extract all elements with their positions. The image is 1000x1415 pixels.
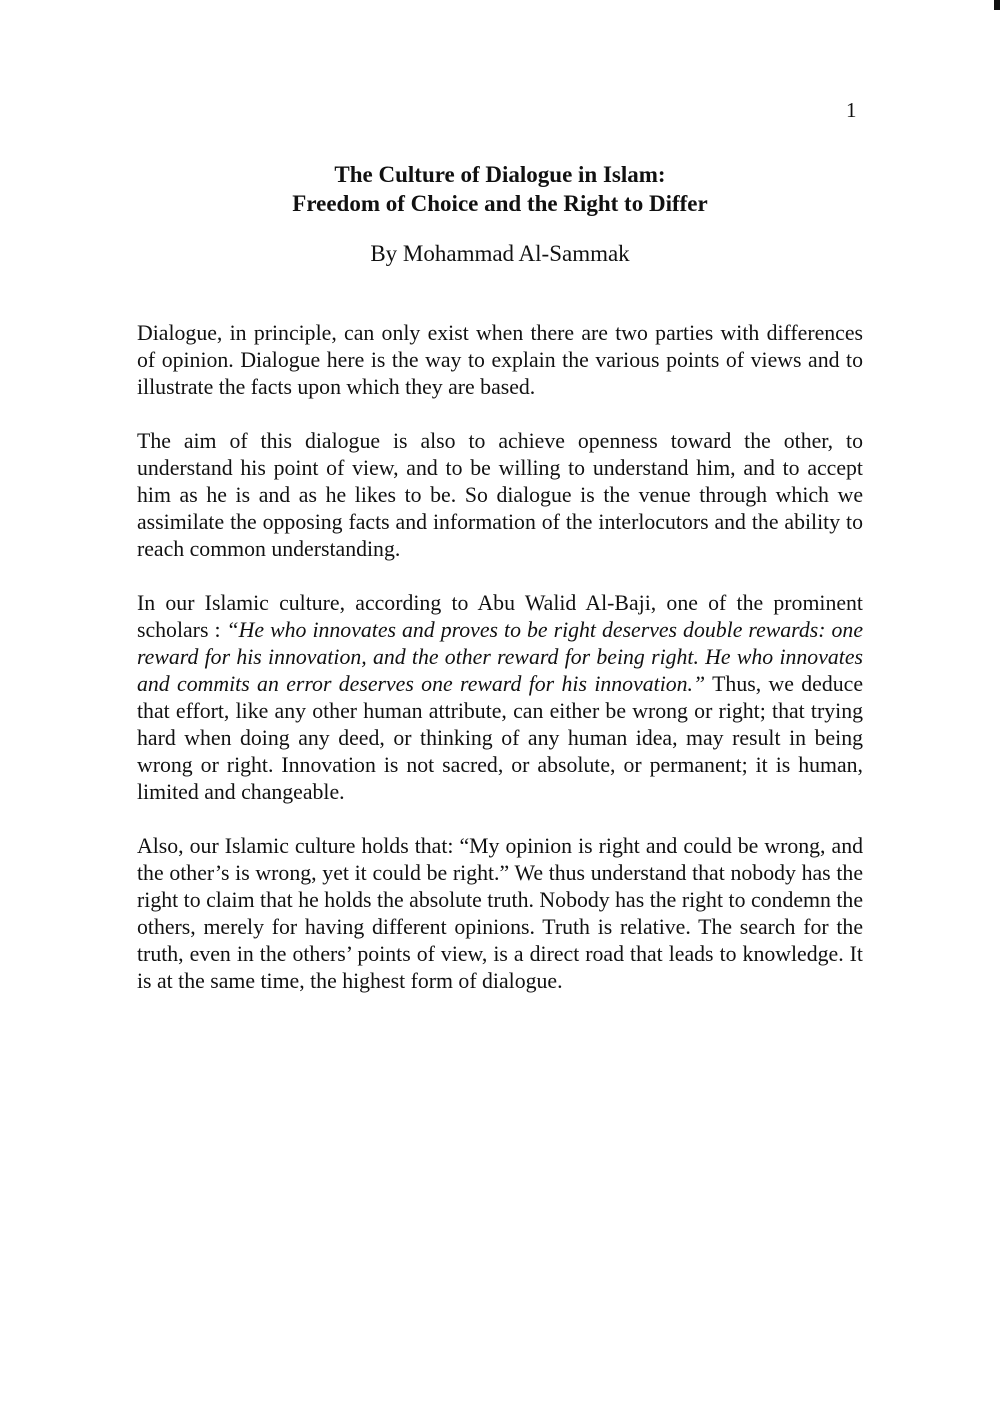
author-line: By Mohammad Al-Sammak — [370, 241, 630, 266]
title-block — [0, 160, 1000, 218]
paragraph-3 — [137, 590, 863, 806]
paragraph-3-lead: In our Islamic culture, according to Abu Walid Al-Baji, one of the prominent scholars : — [137, 591, 863, 642]
title-line-1: The Culture of Dialogue in Islam: — [334, 162, 666, 187]
paragraph-1: Dialogue, in principle, can only exist when there are two parties with differences of opinion. Dialogue here is the way to explain the various points of views and to illustrate the facts upon which they are based. — [137, 321, 863, 399]
page-number: 1 — [846, 98, 857, 122]
corner-mark — [994, 0, 1000, 10]
paragraph-4: Also, our Islamic culture holds that: “My opinion is right and could be wrong, and the other’s is wrong, yet it could be right.” We thus understand that nobody has the right to claim that he holds the absolute truth. Nobody has the right to condemn the others, merely for having different opinions. Truth is relative. The search for the truth, even in the others’ points of view, is a direct road that leads to knowledge. It is at the same time, the highest form of dialogue. — [137, 834, 863, 993]
paragraph-3-rest: Thus, we deduce that effort, like any other human attribute, can either be wrong or right; that trying hard when doing any deed, or thinking of any human idea, may result in being wrong or right. Innovation is not sacred, or absolute, or permanent; it is human, limited and changeable. — [137, 672, 863, 804]
title-line-2: Freedom of Choice and the Right to Differ — [292, 191, 708, 216]
body-text — [137, 320, 863, 1022]
paragraph-3-quote: “He who innovates and proves to be right deserves double rewards: one reward for his innovation, and the other reward for being right. He who innovates and commits an error deserves one reward for his innovation.” — [137, 618, 863, 696]
paragraph-2: The aim of this dialogue is also to achieve openness toward the other, to understand his point of view, and to be willing to understand him, and to accept him as he is and as he likes to be. So dialogue is the venue through which we assimilate the opposing facts and information of the interlocutors and the ability to reach common understanding. — [137, 429, 863, 561]
